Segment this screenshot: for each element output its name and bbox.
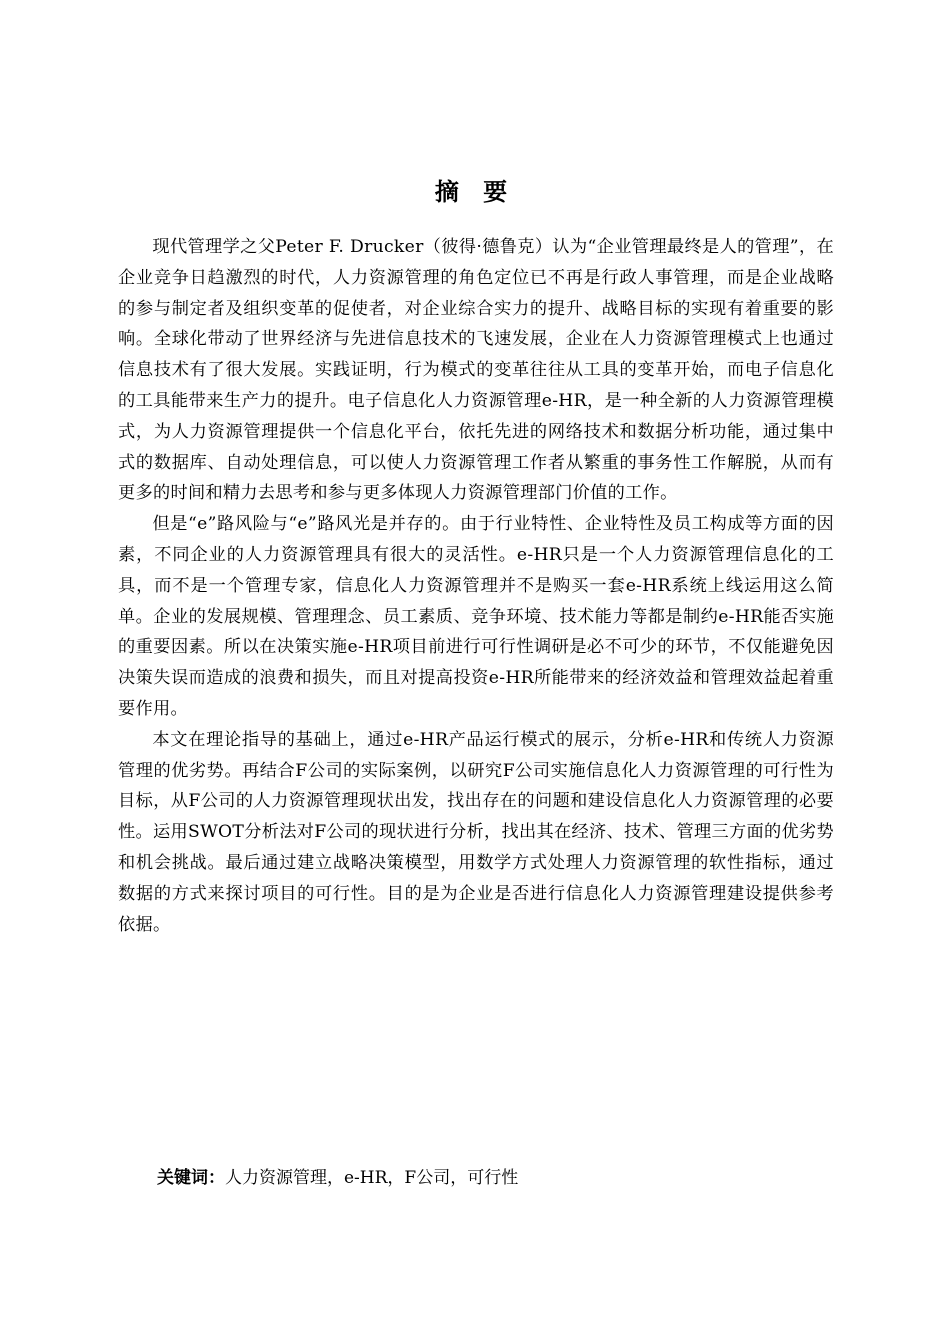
abstract-title: 摘 要 xyxy=(434,178,516,206)
abstract-body xyxy=(118,232,834,940)
paragraph-1: 现代管理学之父Peter F. Drucker（彼得·德鲁克）认为“企业管理最终是人的管理”，在企业竞争日趋激烈的时代，人力资源管理的角色定位已不再是行政人事管理，而是企业战略的参与制定者及组织变革的促使者，对企业综合实力的提升、战略目标的实现有着重要的影响。全球化带动了世界经济与先进信息技术的飞速发展，企业在人力资源管理模式上也通过信息技术有了很大发展。实践证明，行为模式的变革往往从工具的变革开始，而电子信息化的工具能带来生产力的提升。电子信息化人力资源管理e-HR，是一种全新的人力资源管理模式，为人力资源管理提供一个信息化平台，依托先进的网络技术和数据分析功能，通过集中式的数据库、自动处理信息，可以使人力资源管理工作者从繁重的事务性工作解脱，从而有更多的时间和精力去思考和参与更多体现人力资源管理部门价值的工作。 xyxy=(118,237,834,504)
paragraph-2: 但是“e”路风险与“e”路风光是并存的。由于行业特性、企业特性及员工构成等方面的因素，不同企业的人力资源管理具有很大的灵活性。e-HR只是一个人力资源管理信息化的工具，而不是一个管理专家，信息化人力资源管理并不是购买一套e-HR系统上线运用这么简单。企业的发展规模、管理理念、员工素质、竞争环境、技术能力等都是制约e-HR能否实施的重要因素。所以在决策实施e-HR项目前进行可行性调研是必不可少的环节，不仅能避免因决策失误而造成的浪费和损失，而且对提高投资e-HR所能带来的经济效益和管理效益起着重要作用。 xyxy=(118,514,834,719)
keywords-label: 关键词： xyxy=(157,1168,225,1188)
keywords-line xyxy=(157,1162,857,1194)
keywords-value: 人力资源管理，e-HR，F公司，可行性 xyxy=(225,1168,519,1188)
paragraph-3: 本文在理论指导的基础上，通过e-HR产品运行模式的展示，分析e-HR和传统人力资源管理的优劣势。再结合F公司的实际案例，以研究F公司实施信息化人力资源管理的可行性为目标，从F公司的人力资源管理现状出发，找出存在的问题和建设信息化人力资源管理的必要性。运用SWOT分析法对F公司的现状进行分析，找出其在经济、技术、管理三方面的优劣势和机会挑战。最后通过建立战略决策模型，用数学方式处理人力资源管理的软性指标，通过数据的方式来探讨项目的可行性。目的是为企业是否进行信息化人力资源管理建设提供参考依据。 xyxy=(118,729,834,935)
